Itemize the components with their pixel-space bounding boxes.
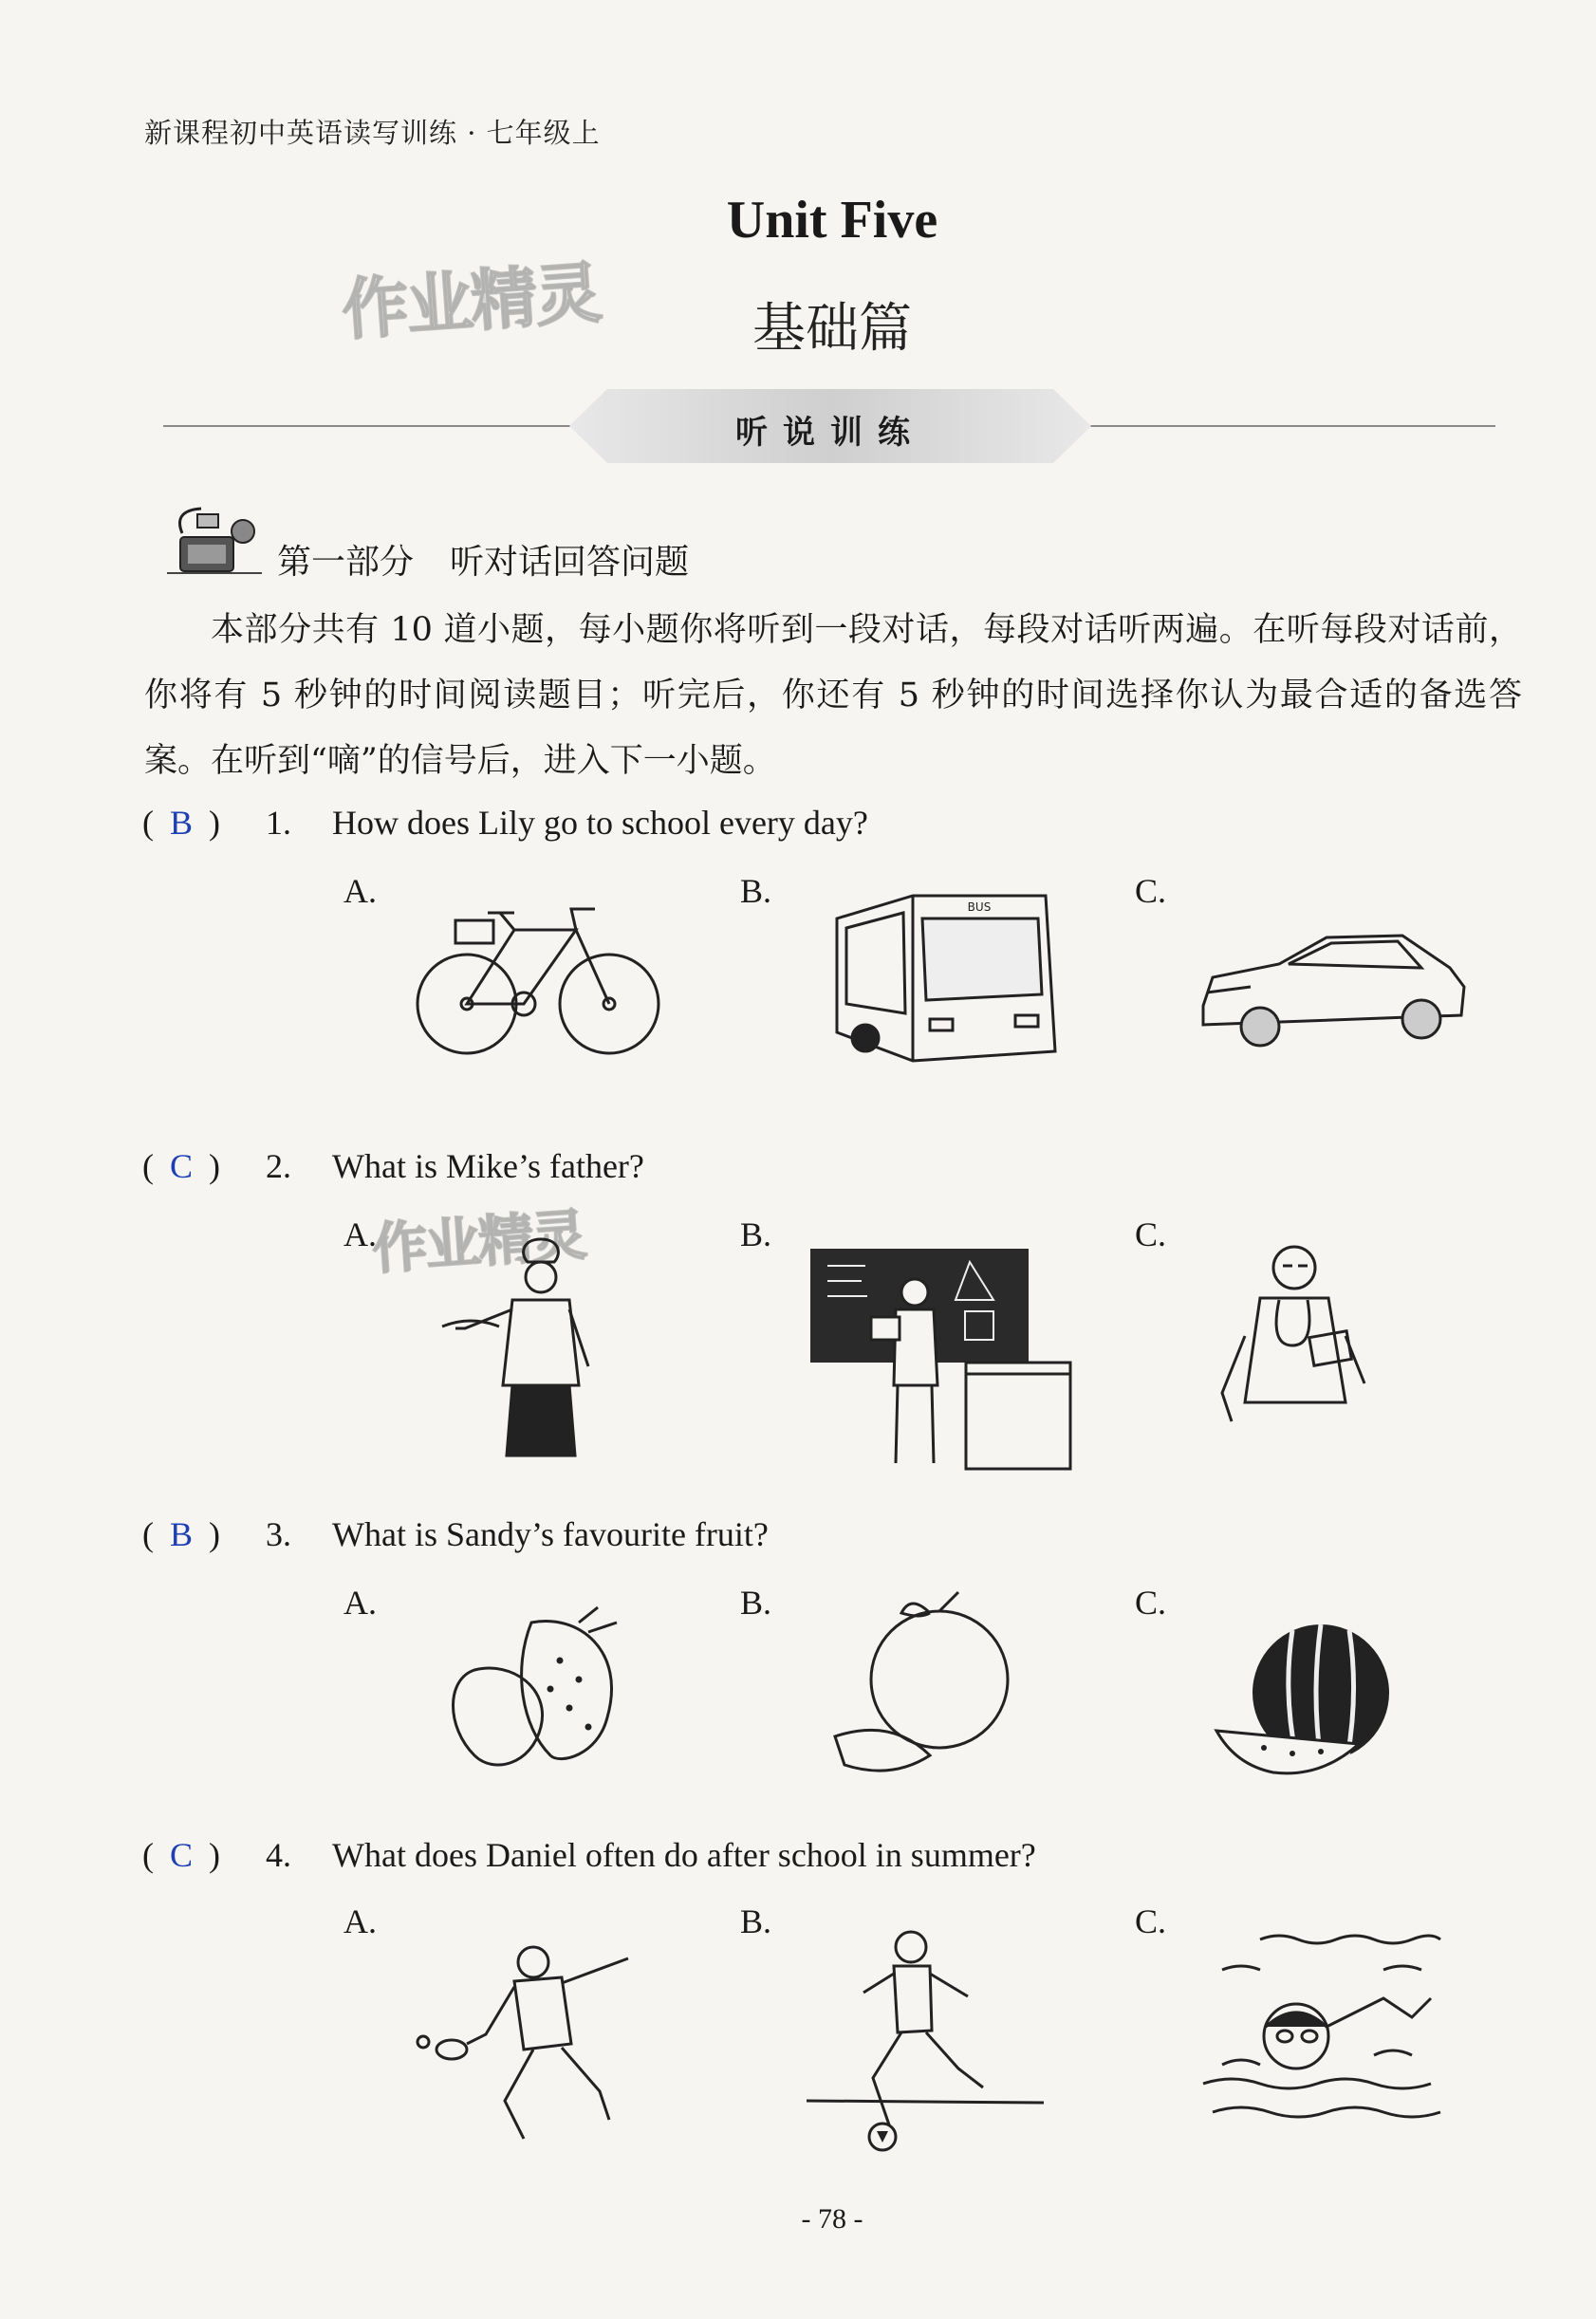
answer-letter: C bbox=[169, 1836, 193, 1874]
answer-letter: B bbox=[169, 804, 193, 842]
section-title-text: 听对话回答问题 bbox=[450, 543, 690, 582]
chef-icon bbox=[446, 1234, 636, 1461]
question-number: 3. bbox=[266, 1515, 291, 1553]
option-label: B. bbox=[740, 872, 772, 910]
orange-icon bbox=[826, 1594, 1034, 1784]
doctor-icon bbox=[1213, 1232, 1383, 1440]
swimming-icon bbox=[1203, 1932, 1450, 2141]
bus-icon bbox=[818, 890, 1065, 1070]
question-text: What does Daniel often do after school in summer? bbox=[332, 1836, 1036, 1874]
book-header: 新课程初中英语读写训练 · 七年级上 bbox=[144, 117, 601, 149]
option-label: B. bbox=[740, 1902, 772, 1940]
page-number: - 78 - bbox=[801, 2203, 863, 2235]
football-icon bbox=[807, 1926, 1044, 2154]
question-1 bbox=[142, 803, 868, 843]
option-label: A. bbox=[343, 1215, 377, 1253]
question-4 bbox=[142, 1835, 1036, 1875]
tennis-icon bbox=[410, 1930, 666, 2148]
answer-blank: ( B ) bbox=[142, 804, 220, 842]
question-text: How does Lily go to school every day? bbox=[332, 804, 868, 842]
teacher-icon bbox=[808, 1243, 1074, 1471]
option-label: B. bbox=[740, 1584, 772, 1622]
watermark-logo: 作业精灵 bbox=[370, 1202, 587, 1282]
unit-title: Unit Five bbox=[726, 191, 938, 250]
banner-title: 听说训练 bbox=[735, 414, 925, 452]
question-number: 2. bbox=[266, 1147, 291, 1185]
answer-blank: ( B ) bbox=[142, 1515, 220, 1553]
option-label: A. bbox=[343, 872, 377, 910]
question-number: 4. bbox=[266, 1836, 291, 1874]
answer-blank: ( C ) bbox=[142, 1147, 220, 1185]
question-text: What is Mike’s father? bbox=[332, 1147, 644, 1185]
section-part: 第一部分 bbox=[277, 543, 415, 582]
option-label: B. bbox=[740, 1215, 772, 1253]
answer-letter: C bbox=[169, 1147, 193, 1185]
bicycle-icon bbox=[410, 892, 666, 1063]
question-3 bbox=[142, 1514, 769, 1554]
option-label: C. bbox=[1135, 872, 1167, 910]
bus-sign: BUS bbox=[967, 900, 992, 914]
option-label: C. bbox=[1135, 1584, 1167, 1622]
watermark-logo: 作业精灵 bbox=[339, 253, 603, 350]
instructions-text: 本部分共有 10 道小题，每小题你将听到一段对话，每段对话听两遍。在听每段对话前，你将有 5 秒钟的时间阅读题目；听完后，你还有 5 秒钟的时间选择你认为最合适的备选答案。在听到“嘀”的信号后，进入下一小题。 bbox=[144, 611, 1522, 780]
option-label: A. bbox=[343, 1902, 377, 1940]
banner-rule-left bbox=[163, 425, 571, 427]
option-label: C. bbox=[1135, 1215, 1167, 1253]
banner-rule-right bbox=[1089, 425, 1495, 427]
instructions bbox=[144, 598, 1522, 794]
listening-icon bbox=[163, 505, 268, 581]
unit-subtitle: 基础篇 bbox=[752, 298, 912, 360]
car-icon bbox=[1194, 920, 1469, 1053]
watermelon-icon bbox=[1216, 1617, 1397, 1778]
option-label: A. bbox=[343, 1584, 377, 1622]
question-2 bbox=[142, 1146, 644, 1186]
question-text: What is Sandy’s favourite fruit? bbox=[332, 1515, 769, 1553]
strawberry-icon bbox=[436, 1613, 655, 1774]
answer-blank: ( C ) bbox=[142, 1836, 220, 1874]
option-label: C. bbox=[1135, 1902, 1167, 1940]
answer-letter: B bbox=[169, 1515, 193, 1553]
question-number: 1. bbox=[266, 804, 291, 842]
section-heading bbox=[277, 535, 689, 584]
